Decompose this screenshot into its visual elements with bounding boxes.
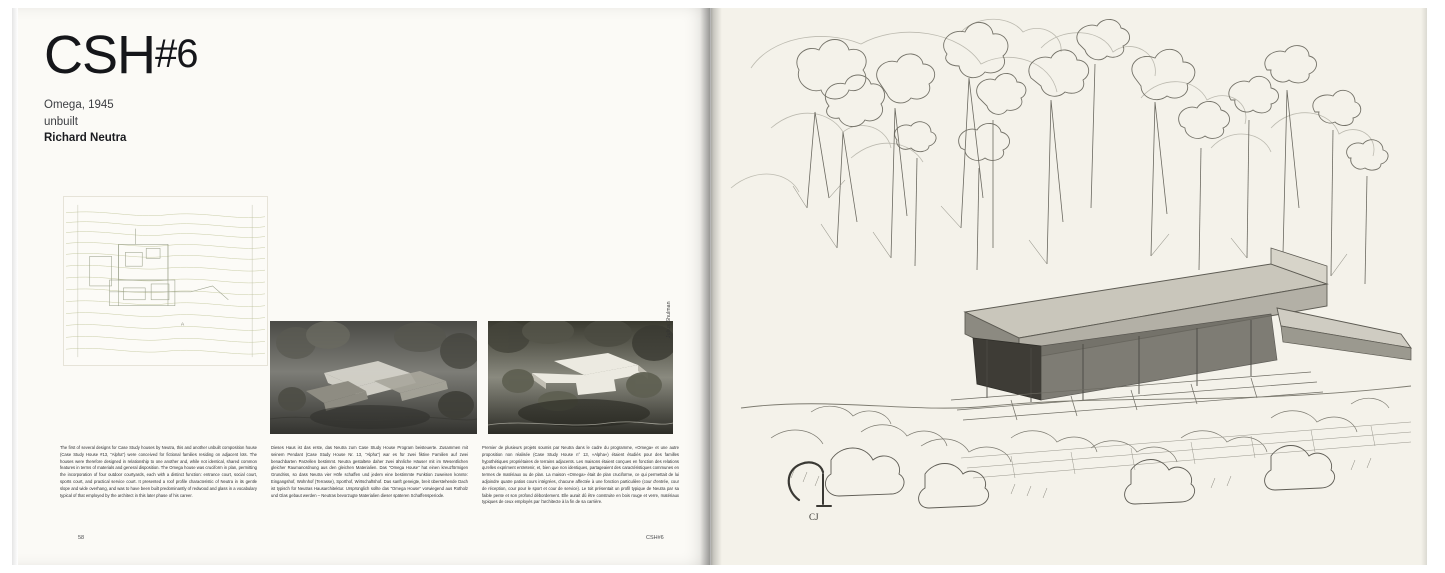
project-status: unbuilt	[44, 115, 78, 128]
right-page	[711, 8, 1427, 565]
architect-name: Richard Neutra	[44, 131, 127, 144]
photo-model-cruciform	[488, 321, 673, 434]
page-title	[44, 25, 464, 85]
right-page-edge	[1421, 8, 1427, 565]
page-title-number: #6	[155, 32, 198, 76]
photo-model-aerial-svg	[270, 321, 477, 434]
folio-page-number: 58	[78, 535, 85, 541]
folio-running-head: CSH#6	[646, 535, 664, 541]
site-plan-svg	[64, 197, 267, 365]
photo-model-cruciform-svg	[488, 321, 673, 434]
body-column-de: Dieses Haus ist das erste, das Neutra zum Case Study House Program beisteuerte. Zusammen mit seinem Pendant (Case Study House Nr. 13, "Alpha") war es für zwei fiktive Familien auf zwei benachbarten Parzellen bestimmt. Neutra gestaltete daher zwei ähnliche Häuser mit im Wesentlichen gleicher Raumanordnung aus den gleichen Materialien. Das "Omega House" hat einen kreuzförmigen Grundriss, so dass Neutra vier Höfe schaffen und jedem eine bestimmte Funktion zuweisen konnte: Eingangshof, Wohnhof (Terrasse), Sporthof, Wirtschaftshof. Das sanft geneigte, breit überstehende Dach ist typisch für Neutras Hausarchitektur. Ursprünglich sollte das "Omega House" vorwiegend aus Rotholz und Glas gebaut werden – Neutras bevorzugte Materialien dieser späteren Schaffensperiode.	[271, 445, 468, 498]
project-name-year: Omega, 1945	[44, 99, 114, 112]
sketch-signature: CJ	[809, 512, 819, 522]
photo-model-aerial	[270, 321, 477, 434]
perspective-sketch	[711, 8, 1427, 565]
project-subtitle	[44, 97, 464, 146]
left-page-edge	[12, 8, 18, 565]
page-title-text: CSH	[44, 25, 156, 85]
photo-credit: Julius Shulman	[666, 301, 672, 338]
body-column-fr: Premier de plusieurs projets soumis par Neutra dans le cadre du programme, «Omega» et une autre proposition non réalisée (Case Study House n° 13, «Alpha») étaient étudiés pour des familles hypothétiques propriétaires de terrains adjacents. Les maisons étaient conçues en fonction des relations qu'elles expriment entretenir, et, bien que non identiques, partageaient des caractéristiques communes en termes de matériaux ou de plan. La maison «Omega» était de plan cruciforme, ce qui permettait de lui adjoindre quatre patios cours intégrées, chacune affectée à une fonction particulière (cour d'entrée, cour de réception, cour pour le sport et cour de service). Le toit présentait un profil typique de Neutra par sa faible pente et son profond débordement. Elle aurait dû être construite en bois rouge et verre, matériaux typiques de ceux employés par l'architecte à la fin de sa carrière.	[482, 445, 679, 505]
body-text-columns	[60, 445, 680, 506]
perspective-sketch-svg	[711, 8, 1427, 565]
body-column-en: The first of several designs for Case Study houses by Neutra, this and another unbuilt composition house (Case Study House #13, "Alpha") were conceived for fictional families residing on adjacent lots. The houses were therefore designed in relationship to one another and, while not identical, shared common features in terms of materials and general disposition. The Omega house was cruciform in plan, permitting the incorporation of four outdoor courtyards, each with a distinct function: entrance court, social court, sports court, and practical service court. It presented a roof profile characteristic of Neutra in its gentle slope and wide overhang, and was to have been built predominantly of redwood and glass in a vocabulary typical of that employed by the architect in this later phase of his career.	[60, 445, 257, 498]
site-plan-drawing	[63, 196, 268, 366]
title-block	[44, 25, 464, 146]
plan-label: A	[180, 322, 185, 328]
left-page	[18, 8, 710, 565]
